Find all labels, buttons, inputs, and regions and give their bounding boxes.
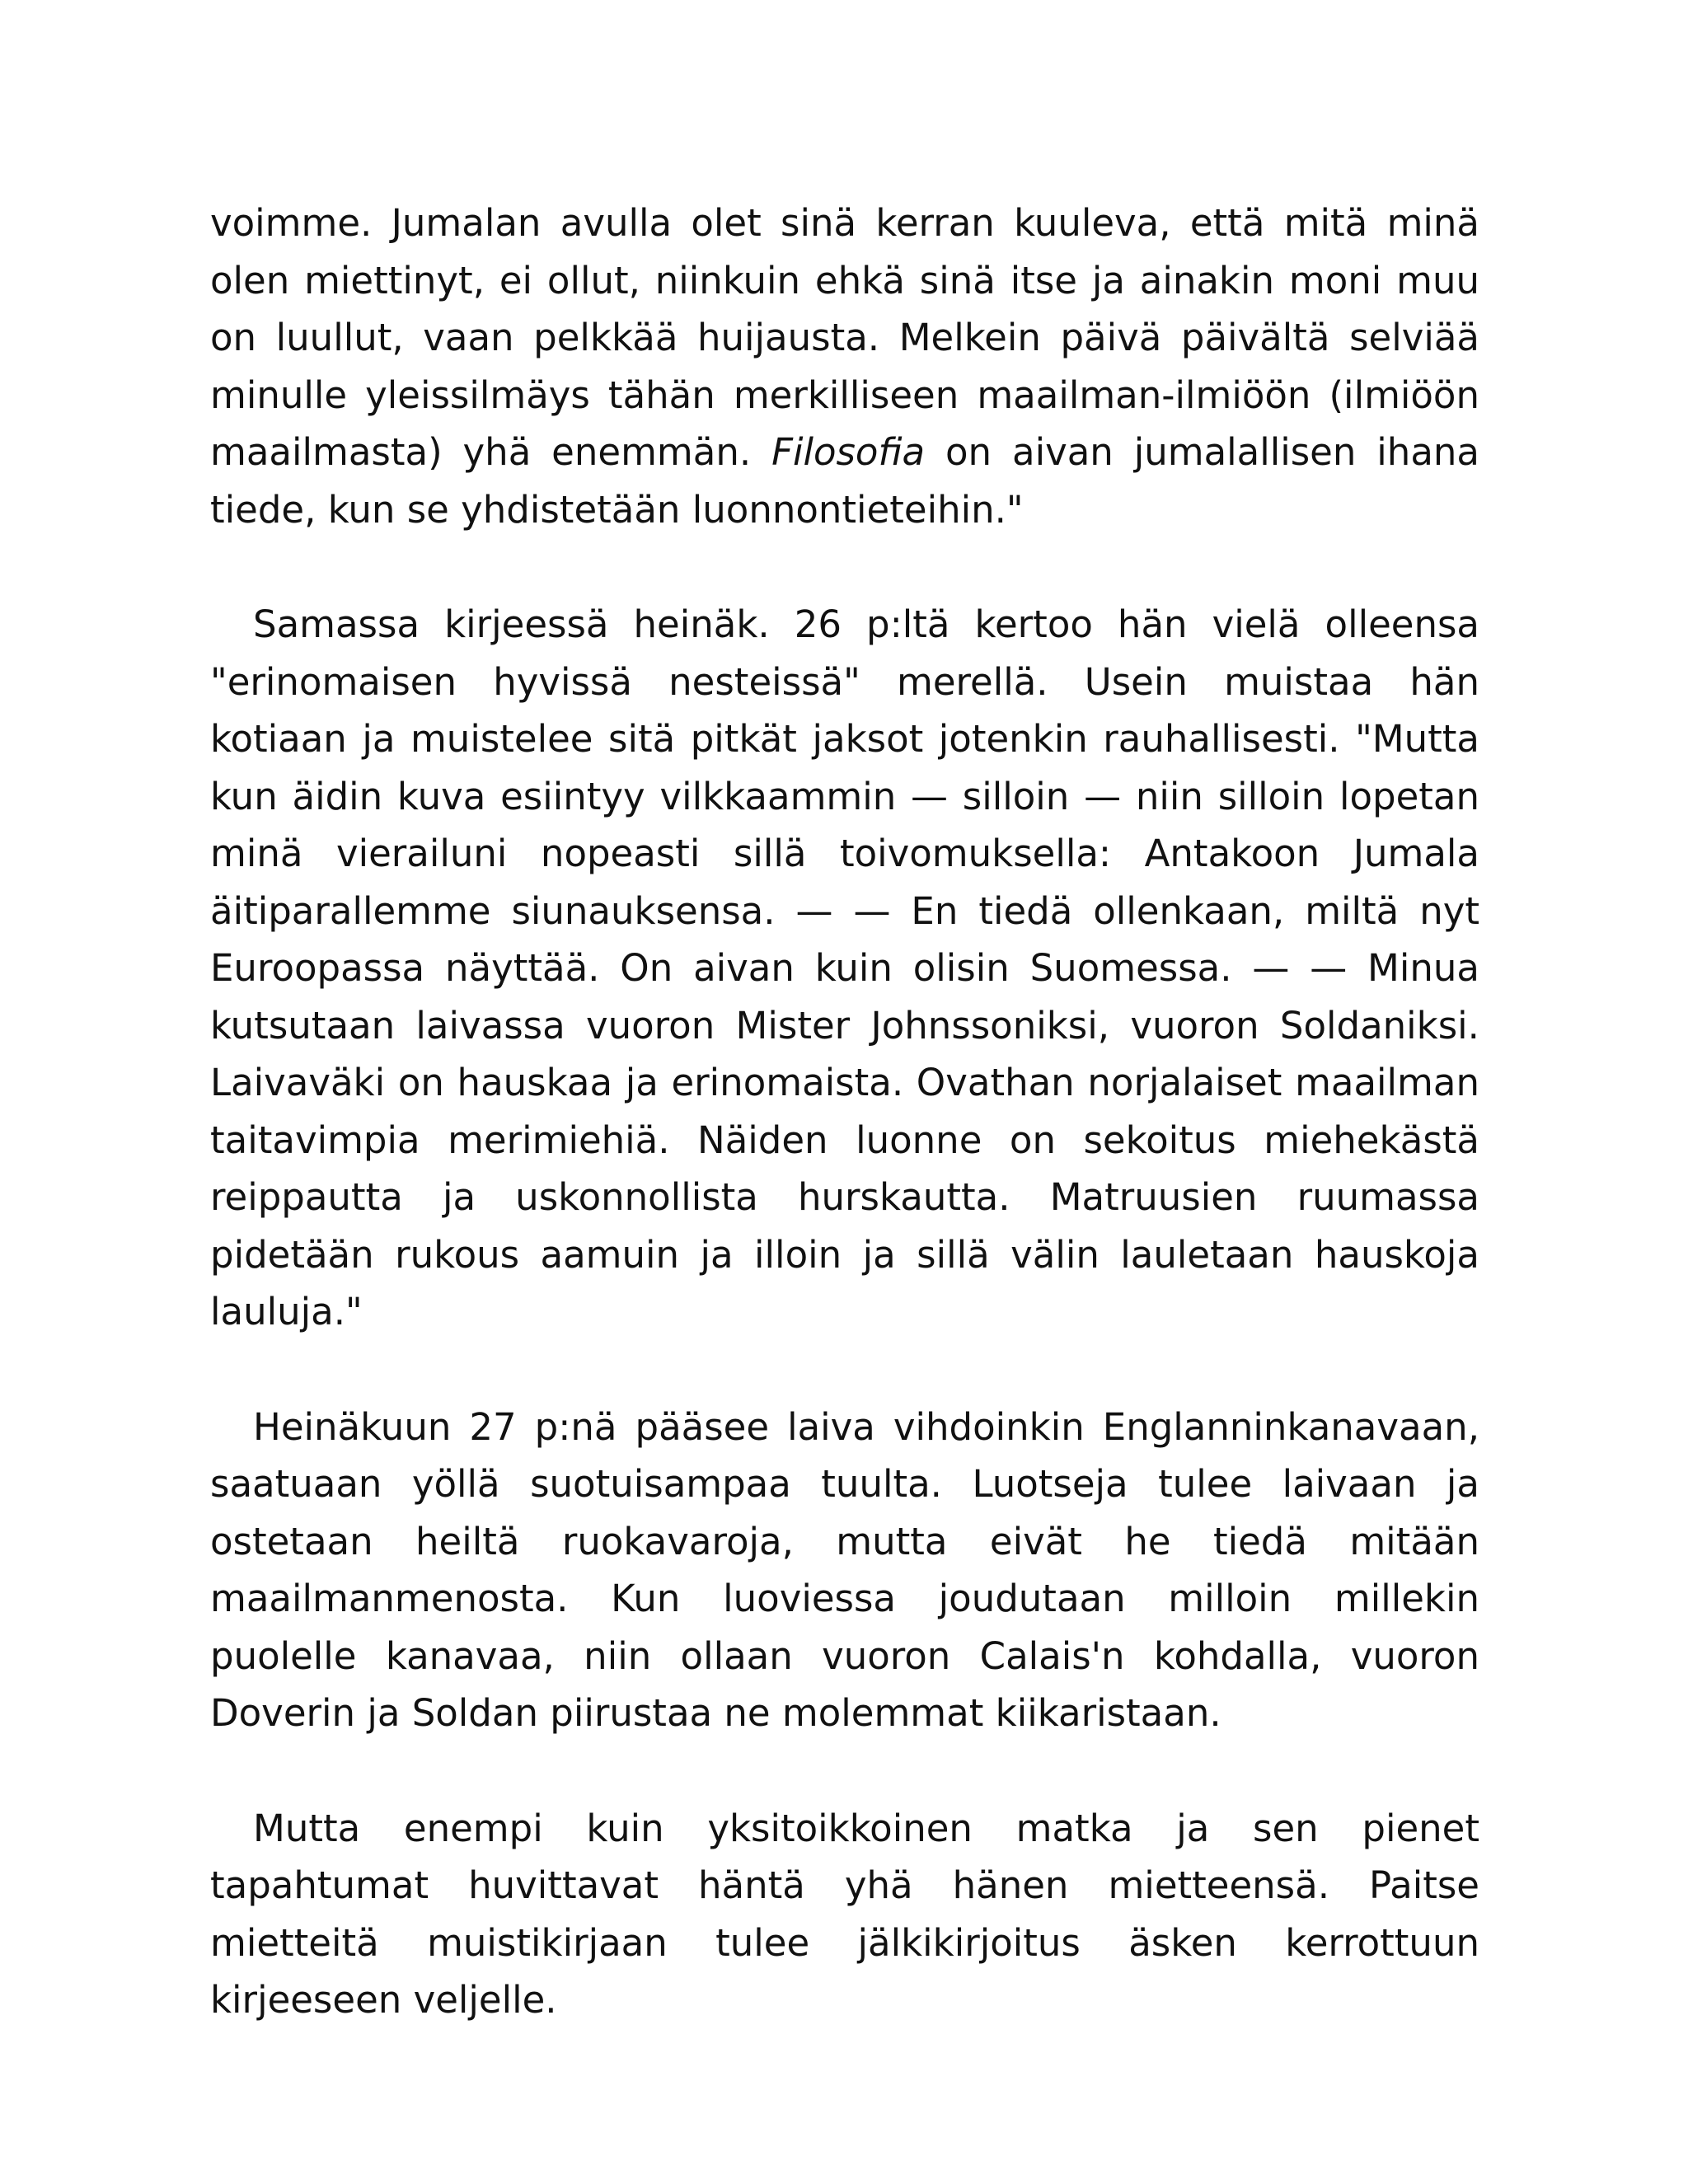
- paragraph-1: [210, 194, 1479, 538]
- paragraph-1-text-end: on aivan jumalallisen ihana tiede, kun se yhdistetään luonnontieteihin.": [210, 430, 1479, 532]
- emphasis-filosofia: Filosofia: [771, 430, 926, 474]
- paragraph-3: Heinäkuun 27 p:nä pääsee laiva vihdoinkin Englanninkanavaan, saatuaan yöllä suotuisampaa tuulta. Luotseja tulee laivaan ja ostetaan heiltä ruokavaroja, mutta eivät he tiedä mitään maailmanmenosta. Kun luoviessa joudutaan milloin millekin puolelle kanavaa, niin ollaan vuoron Calais'n kohdalla, vuoron Doverin ja Soldan piirustaa ne molemmat kiikaristaan.: [210, 1404, 1479, 1735]
- paragraph-4: Mutta enempi kuin yksitoikkoinen matka ja sen pienet tapahtumat huvittavat häntä yhä hänen mietteensä. Paitse mietteitä muistikirjaan tulee jälkikirjoitus äsken kerrottuun kirjeeseen veljelle.: [210, 1806, 1479, 2022]
- paragraph-2: Samassa kirjeessä heinäk. 26 p:ltä kertoo hän vielä olleensa "erinomaisen hyvissä nesteissä" merellä. Usein muistaa hän kotiaan ja muistelee sitä pitkät jaksot jotenkin rauhallisesti. "Mutta kun äidin kuva esiintyy vilkkaammin — silloin — niin silloin lopetan minä vierailuni nopeasti sillä toivomuksella: Antakoon Jumala äitiparallemme siunauksensa. — — En tiedä ollenkaan, miltä nyt Euroopassa näyttää. On aivan kuin olisin Suomessa. — — Minua kutsutaan laivassa vuoron Mister Johnssoniksi, vuoron Soldaniksi. Laivaväki on hauskaa ja erinomaista. Ovathan norjalaiset maailman taitavimpia merimiehiä. Näiden luonne on sekoitus miehekästä reippautta ja uskonnollista hurskautta. Matruusien ruumassa pidetään rukous aamuin ja illoin ja sillä välin lauletaan hauskoja lauluja.": [210, 602, 1479, 1333]
- page-body: [210, 194, 1479, 2029]
- paragraph-1-text-start: voimme. Jumalan avulla olet sinä kerran kuuleva, että mitä minä olen miettinyt, ei ollut, niinkuin ehkä sinä itse ja ainakin moni muu on luullut, vaan pelkkää huijausta. Melkein päivä päivältä selviää minulle yleissilmäys tähän merkilliseen maailman-ilmiöön (ilmiöön maailmasta) yhä enemmän.: [210, 201, 1479, 474]
